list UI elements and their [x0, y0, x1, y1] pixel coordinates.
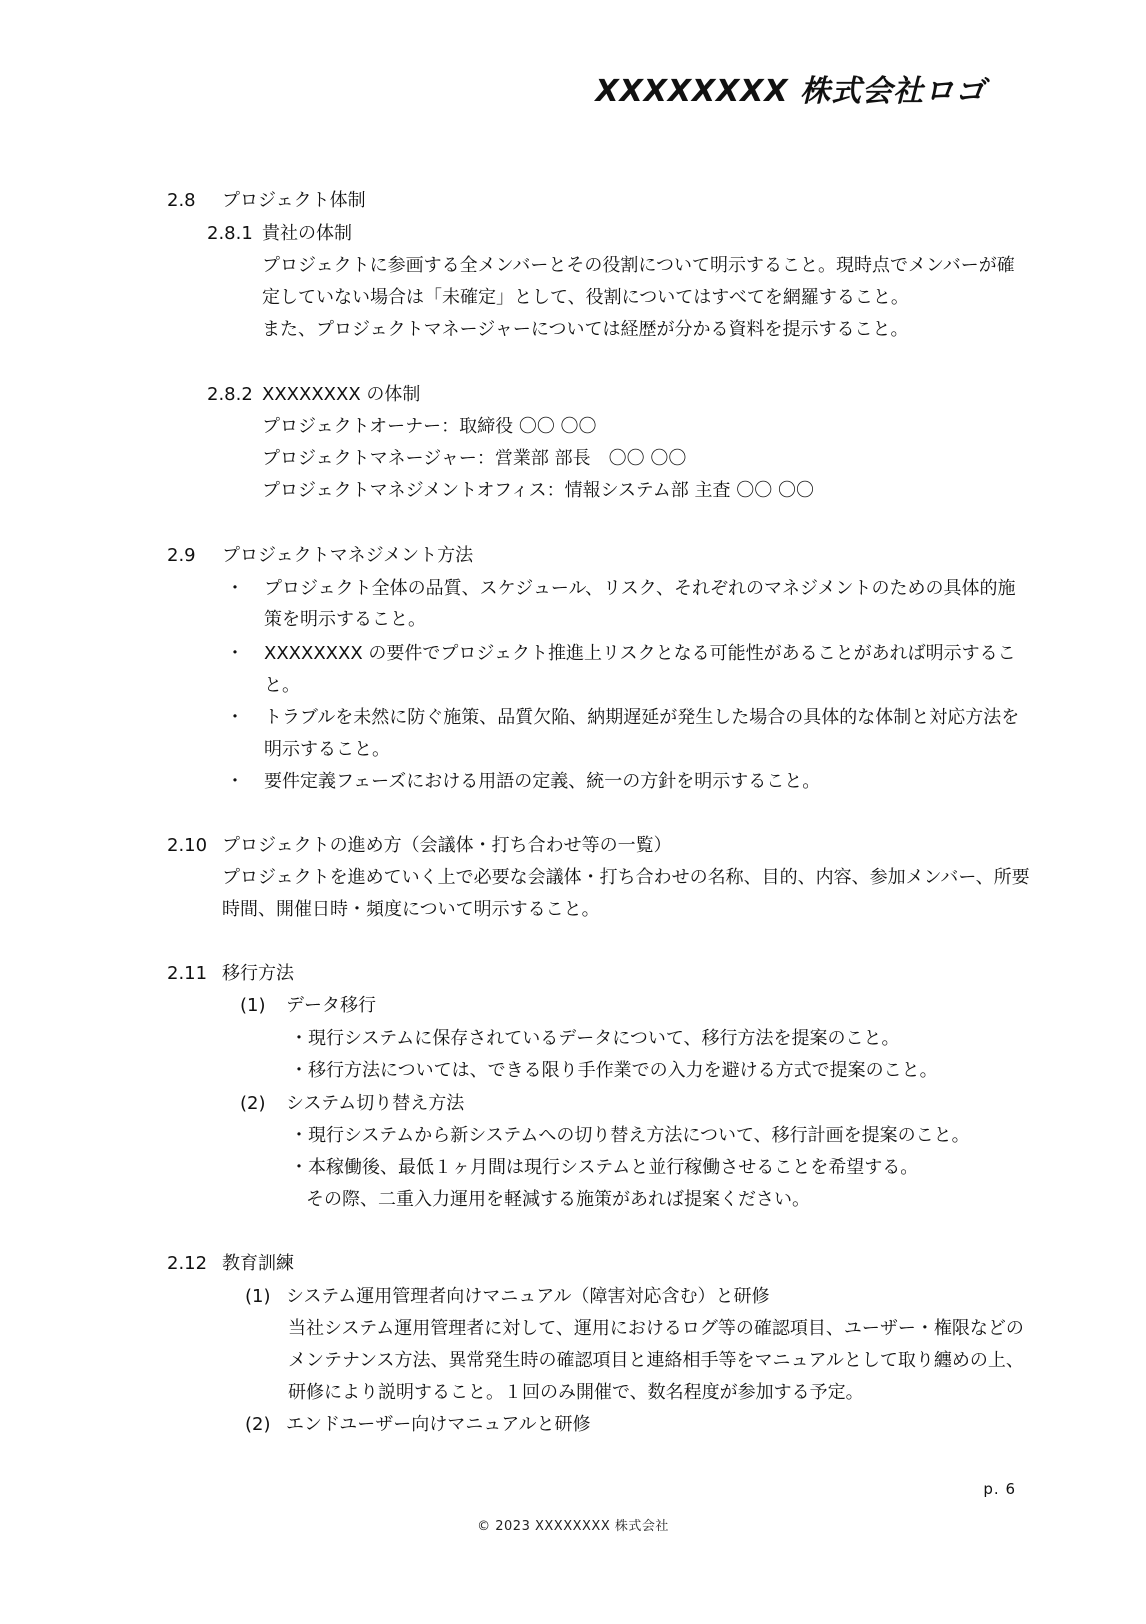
- section-title: 移行方法: [222, 963, 294, 984]
- bullet-text: と。: [264, 675, 300, 696]
- item-number: (1): [245, 1286, 271, 1307]
- bullet-mark: ・: [226, 707, 244, 728]
- paragraph-line: メンテナンス方法、異常発生時の確認項目と連絡相手等をマニュアルとして取り纏めの上、: [288, 1350, 1024, 1371]
- roster-line: プロジェクトマネージャー：営業部 部長 〇〇 〇〇: [262, 448, 687, 469]
- bullet-text: XXXXXXXX の要件でプロジェクト推進上リスクとなる可能性があることがあれば明示するこ: [264, 643, 1016, 664]
- paragraph-line: プロジェクトに参画する全メンバーとその役割について明示すること。現時点でメンバーが確: [262, 255, 1015, 276]
- item-title: エンドユーザー向けマニュアルと研修: [286, 1414, 591, 1435]
- subsection-title: 貴社の体制: [262, 223, 352, 244]
- bullet-mark: ・: [226, 643, 244, 664]
- item-line: ・本稼働後、最低１ヶ月間は現行システムと並行稼働させることを希望する。: [290, 1157, 919, 1178]
- subsection-number: 2.8.1: [207, 223, 253, 244]
- subsection-title: XXXXXXXX の体制: [262, 384, 421, 405]
- item-line: ・移行方法については、できる限り手作業での入力を避ける方式で提案のこと。: [290, 1060, 938, 1081]
- item-title: システム切り替え方法: [286, 1093, 465, 1114]
- item-line: その際、二重入力運用を軽減する施策があれば提案ください。: [306, 1189, 810, 1210]
- section-number: 2.12: [167, 1253, 208, 1274]
- section-number: 2.11: [167, 963, 208, 984]
- item-line: ・現行システムに保存されているデータについて、移行方法を提案のこと。: [290, 1028, 900, 1049]
- subsection-number: 2.8.2: [207, 384, 253, 405]
- bullet-mark: ・: [226, 578, 244, 599]
- item-number: (1): [240, 995, 266, 1016]
- copyright-notice: © 2023 XXXXXXXX 株式会社: [477, 1519, 669, 1534]
- section-number: 2.10: [167, 835, 208, 856]
- bullet-mark: ・: [226, 771, 244, 792]
- item-number: (2): [245, 1414, 271, 1435]
- bullet-text: 策を明示すること。: [264, 609, 426, 630]
- bullet-text: 要件定義フェーズにおける用語の定義、統一の方針を明示すること。: [264, 771, 821, 792]
- paragraph-line: 研修により説明すること。１回のみ開催で、数名程度が参加する予定。: [288, 1382, 864, 1403]
- section-title: プロジェクト体制: [222, 190, 366, 211]
- bullet-text: プロジェクト全体の品質、スケジュール、リスク、それぞれのマネジメントのための具体的施: [264, 578, 1016, 599]
- roster-line: プロジェクトオーナー：取締役 〇〇 〇〇: [262, 416, 597, 437]
- paragraph-line: また、プロジェクトマネージャーについては経歴が分かる資料を提示すること。: [262, 319, 909, 340]
- paragraph-line: 時間、開催日時・頻度について明示すること。: [222, 899, 600, 920]
- section-title: プロジェクトマネジメント方法: [222, 545, 474, 566]
- page-number: p. 6: [983, 1480, 1016, 1498]
- bullet-text: トラブルを未然に防ぐ施策、品質欠陥、納期遅延が発生した場合の具体的な体制と対応方法を: [264, 707, 1020, 728]
- section-title: プロジェクトの進め方（会議体・打ち合わせ等の一覧）: [222, 835, 672, 856]
- section-number: 2.9: [167, 545, 196, 566]
- bullet-text: 明示すること。: [264, 739, 390, 760]
- item-number: (2): [240, 1093, 266, 1114]
- paragraph-line: 当社システム運用管理者に対して、運用におけるログ等の確認項目、ユーザー・権限などの: [288, 1318, 1024, 1339]
- paragraph-line: 定していない場合は「未確定」として、役割についてはすべてを網羅すること。: [262, 287, 909, 308]
- item-title: データ移行: [286, 995, 376, 1016]
- item-line: ・現行システムから新システムへの切り替え方法について、移行計画を提案のこと。: [290, 1125, 970, 1146]
- item-title: システム運用管理者向けマニュアル（障害対応含む）と研修: [286, 1286, 770, 1307]
- paragraph-line: プロジェクトを進めていく上で必要な会議体・打ち合わせの名称、目的、内容、参加メンバー、所要: [222, 867, 1030, 888]
- section-title: 教育訓練: [222, 1253, 294, 1274]
- section-number: 2.8: [167, 190, 196, 211]
- roster-line: プロジェクトマネジメントオフィス：情報システム部 主査 〇〇 〇〇: [262, 480, 814, 501]
- company-logo: XXXXXXXX 株式会社ロゴ: [595, 74, 986, 109]
